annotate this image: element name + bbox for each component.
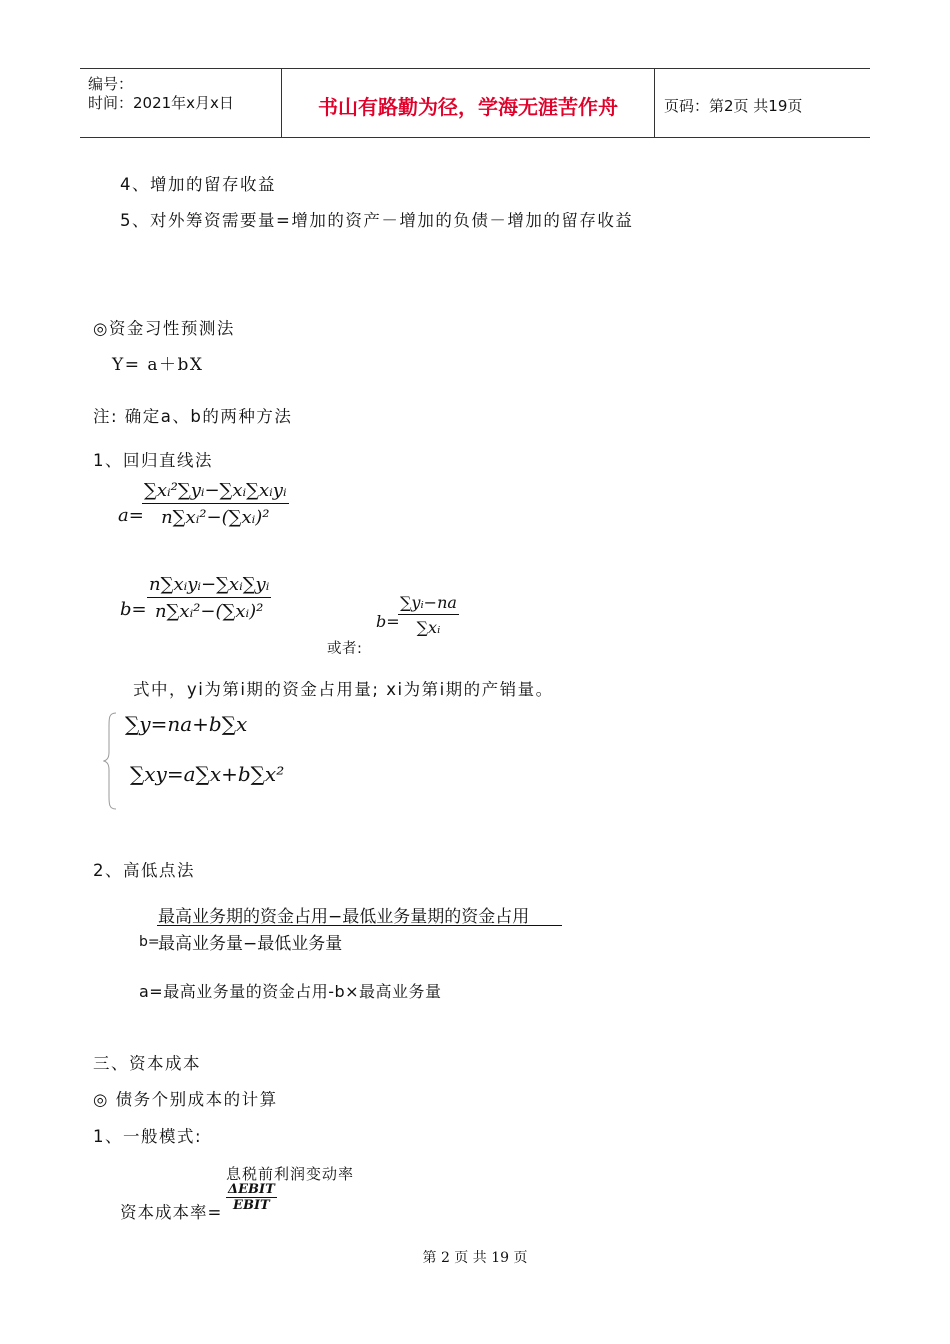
page-footer: 第 2 页 共 19 页 xyxy=(422,1250,528,1266)
header-page-label: 页码：第2页 共19页 xyxy=(664,97,803,115)
item-4: 4、增加的留存收益 xyxy=(120,175,276,194)
formula-b2-fraction xyxy=(398,593,459,637)
formula-a-numerator: ∑xᵢ²∑yᵢ−∑xᵢ∑xᵢyᵢ xyxy=(142,480,289,504)
formula-a-denominator: n∑xᵢ²−(∑xᵢ)² xyxy=(161,507,270,528)
capital-cost-top-label: 息税前利润变动率 xyxy=(226,1165,355,1183)
capital-cost-numerator: ΔEBIT xyxy=(228,1182,275,1197)
formula-b-numerator: n∑xᵢyᵢ−∑xᵢ∑yᵢ xyxy=(147,574,271,598)
general-model-heading: 1、一般模式: xyxy=(93,1127,203,1146)
section-3-heading: 三、资本成本 xyxy=(93,1054,201,1073)
formula-b2-lhs: b= xyxy=(376,612,400,631)
capital-cost-fraction xyxy=(226,1182,277,1213)
formula-b2-denominator: ∑xᵢ xyxy=(416,618,441,637)
formula-a-lhs: a= xyxy=(118,505,144,526)
formula-a-fraction xyxy=(142,480,289,528)
note-line: 注: 确定a、b的两种方法 xyxy=(93,407,293,426)
doc-time-label: 时间：2021年x月x日 xyxy=(88,94,234,112)
normal-equation-1: ∑y=na+b∑x xyxy=(125,712,248,736)
or-label: 或者: xyxy=(327,641,363,657)
left-brace-icon xyxy=(103,712,117,810)
header-motto: 书山有路勤为径，学海无涯苦作舟 xyxy=(318,95,618,119)
high-low-fraction-bar xyxy=(157,925,562,926)
method-2-heading: 2、高低点法 xyxy=(93,861,195,880)
high-low-a-formula: a=最高业务量的资金占用-b×最高业务量 xyxy=(139,982,442,1001)
where-line: 式中，yi为第i期的资金占用量; xi为第i期的产销量。 xyxy=(133,680,554,699)
capital-cost-denominator: EBIT xyxy=(233,1198,270,1213)
high-low-lhs: b= xyxy=(139,934,160,950)
page-header xyxy=(80,68,870,138)
formula-y: Y= a＋bX xyxy=(112,355,204,375)
formula-b-lhs: b= xyxy=(120,599,147,620)
debt-cost-heading: ◎ 债务个别成本的计算 xyxy=(93,1090,278,1109)
formula-b-fraction xyxy=(147,574,271,622)
capital-cost-lhs: 资本成本率= xyxy=(120,1203,223,1222)
section-habit-heading: ◎资金习性预测法 xyxy=(93,319,235,338)
formula-b-denominator: n∑xᵢ²−(∑xᵢ)² xyxy=(154,601,264,622)
doc-number-label: 编号： xyxy=(88,75,134,93)
high-low-denominator: 最高业务量−最低业务量 xyxy=(158,934,343,954)
method-1-heading: 1、回归直线法 xyxy=(93,451,213,470)
formula-b2-numerator: ∑yᵢ−na xyxy=(398,593,459,615)
normal-equation-2: ∑xy=a∑x+b∑x² xyxy=(130,762,285,786)
item-5: 5、对外筹资需要量=增加的资产－增加的负债－增加的留存收益 xyxy=(120,211,634,230)
header-divider xyxy=(654,69,655,137)
high-low-numerator: 最高业务期的资金占用−最低业务量期的资金占用 xyxy=(158,907,530,927)
